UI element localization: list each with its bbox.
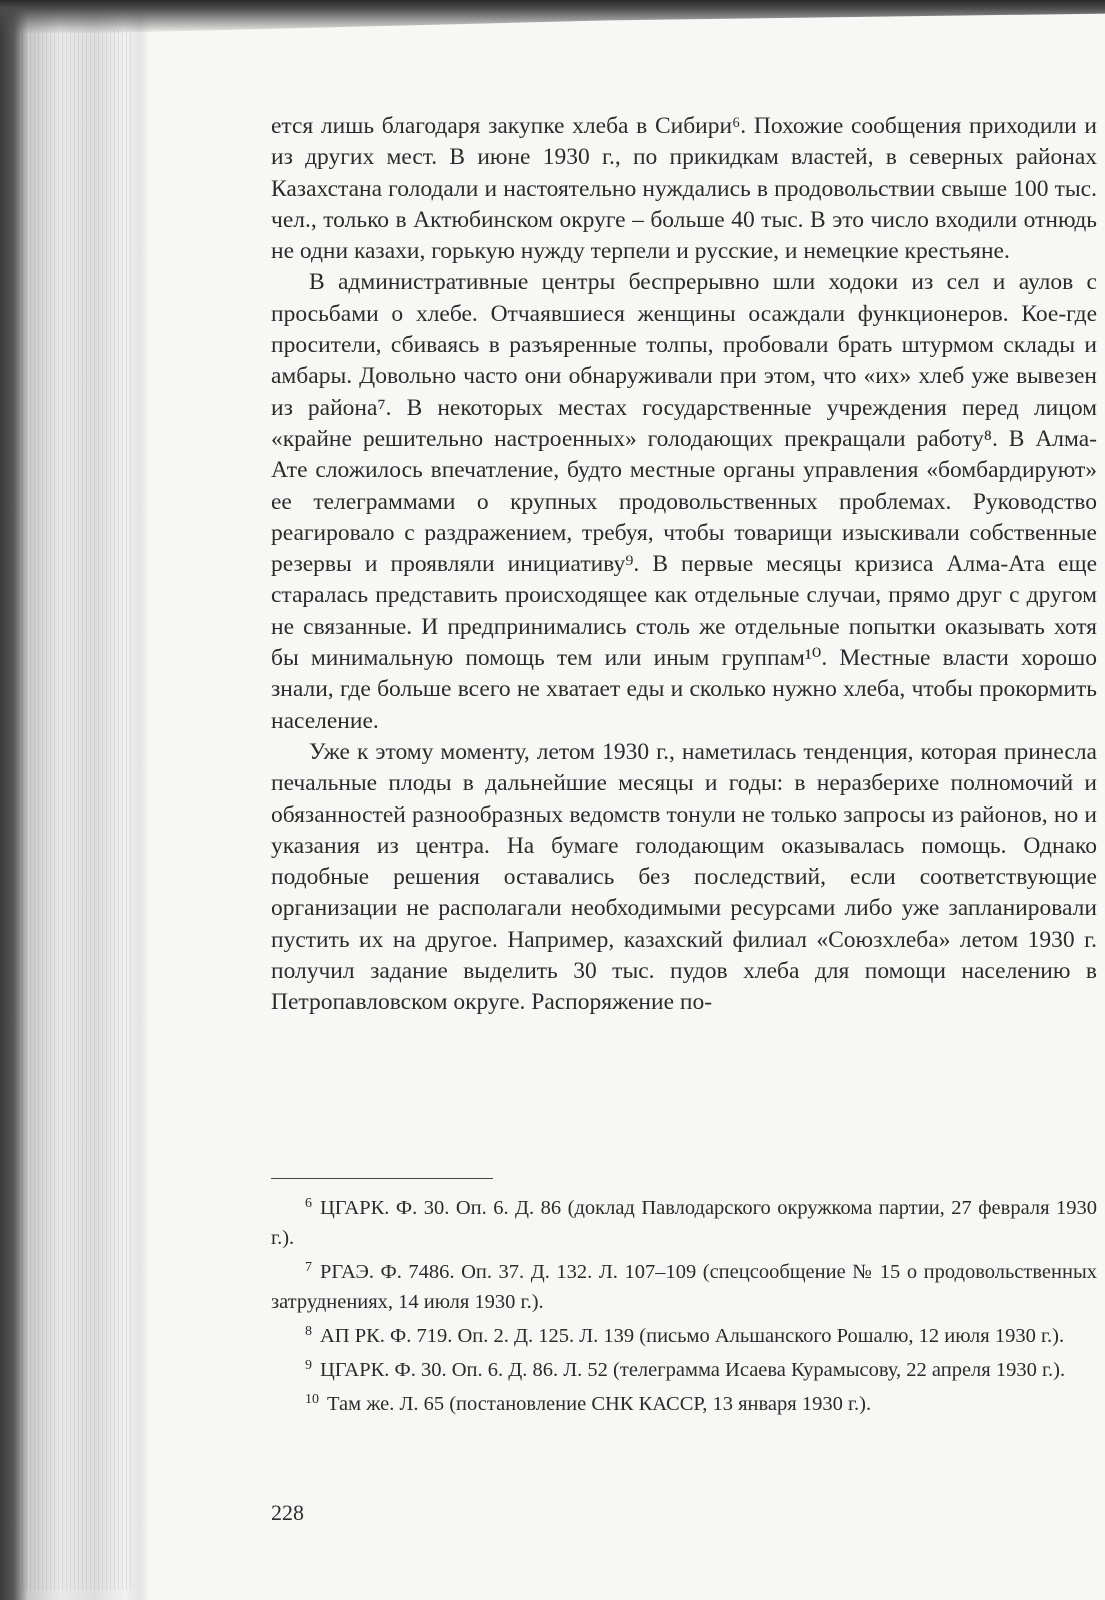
footnote-divider bbox=[271, 1178, 493, 1179]
footnote-number: 8 bbox=[305, 1324, 312, 1339]
footnote-number: 10 bbox=[305, 1392, 319, 1407]
footnote-7 bbox=[271, 1253, 1097, 1317]
footnote-text: РГАЭ. Ф. 7486. Оп. 37. Д. 132. Л. 107–109 (спецсообщение № 15 о продовольственных затруднениях, 14 июля 1930 г.). bbox=[271, 1261, 1097, 1313]
footnote-6 bbox=[271, 1189, 1097, 1253]
footnote-text: ЦГАРК. Ф. 30. Оп. 6. Д. 86 (доклад Павлодарского окружкома партии, 27 февраля 1930 г.). bbox=[271, 1197, 1097, 1249]
footnote-number: 6 bbox=[305, 1196, 312, 1211]
top-shadow bbox=[0, 0, 1105, 34]
footnote-text: Там же. Л. 65 (постановление СНК КАССР, 13 января 1930 г.). bbox=[327, 1393, 872, 1415]
paragraph-1: ется лишь благодаря закупке хлеба в Сибири⁶. Похожие сообщения приходили и из других мест. В июне 1930 г., по прикидкам властей, в северных районах Казахстана голодали и настоятельно нуждались в продовольствии свыше 100 тыс. чел., только в Актюбинском округе – больше 40 тыс. В это число входили отнюдь не одни казахи, горькую нужду терпели и русские, и немецкие крестьяне. bbox=[271, 113, 1097, 265]
footnote-text: ЦГАРК. Ф. 30. Оп. 6. Д. 86. Л. 52 (телеграмма Исаева Курамысову, 22 апреля 1930 г.). bbox=[320, 1359, 1066, 1381]
footnotes bbox=[271, 1189, 1097, 1419]
paragraph-2: В административные центры беспрерывно шли ходоки из сел и аулов с просьбами о хлебе. Отчаявшиеся женщины осаждали функционеров. Кое-где просители, сбиваясь в разъяренные толпы, пробовали брать штурмом склады и амбары. Довольно часто они обнаруживали при этом, что «их» хлеб уже вывезен из района⁷. В некоторых местах государственные учреждения перед лицом «крайне решительно настроенных» голодающих прекращали работу⁸. В Алма-Ате сложилось впечатление, будто местные органы управления «бомбардируют» ее телеграммами о крупных продовольственных проблемах. Руководство реагировало с раздражением, требуя, чтобы товарищи изыскивали собственные резервы и проявляли инициативу⁹. В первые месяцы кризиса Алма-Ата еще старалась представить происходящее как отдельные случаи, прямо друг с другом не связанные. И предпринимались столь же отдельные попытки оказывать хотя бы минимальную помощь тем или иным группам¹⁰. Местные власти хорошо знали, где больше всего не хватает еды и сколько нужно хлеба, чтобы прокормить население. bbox=[271, 269, 1097, 734]
paragraph-3: Уже к этому моменту, летом 1930 г., наметилась тенденция, которая принесла печальные плоды в дальнейшие месяцы и годы: в неразберихе полномочий и обязанностей разнообразных ведомств тонули не только запросы из районов, но и указания из центра. На бумаге голодающим оказывалась помощь. Однако подобные решения оставались без последствий, если соответствующие организации не располагали необходимыми ресурсами либо уже запланировали пустить их на другое. Например, казахский филиал «Союзхлеба» летом 1930 г. получил задание выделить 30 тыс. пудов хлеба для помощи населению в Петропавловском округе. Распоряжение по- bbox=[271, 738, 1097, 1016]
footnote-8 bbox=[271, 1317, 1097, 1351]
book-page-edges bbox=[0, 0, 150, 1600]
footnote-9 bbox=[271, 1351, 1097, 1385]
body-text bbox=[271, 111, 1097, 1019]
page-number: 228 bbox=[271, 1500, 304, 1525]
footnote-text: АП РК. Ф. 719. Оп. 2. Д. 125. Л. 139 (письмо Альшанского Рошалю, 12 июля 1930 г.). bbox=[320, 1325, 1065, 1347]
footnote-number: 7 bbox=[305, 1260, 312, 1275]
footnote-10 bbox=[271, 1385, 1097, 1419]
footnote-number: 9 bbox=[305, 1358, 312, 1373]
